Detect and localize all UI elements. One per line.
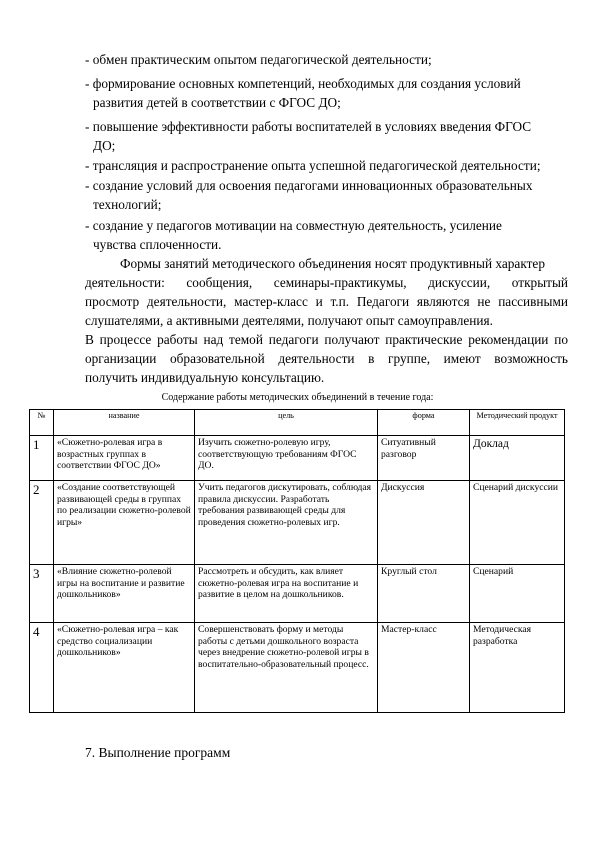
row-product: Сценарий дискуссии [470, 481, 565, 565]
row-name: «Сюжетно-ролевая игра – как средство социализации дошкольников» [54, 623, 195, 713]
paragraph-2-line-3: получить индивидуальную консультацию. [85, 370, 325, 385]
list-item-3-cont: ДО; [93, 138, 116, 153]
table-row [30, 565, 565, 623]
row-product: Методическая разработка [470, 623, 565, 713]
row-name: «Влияние сюжетно-ролевой игры на воспитание и развитие дошкольников» [54, 565, 195, 623]
row-form: Ситуативный разговор [378, 436, 470, 481]
list-item-5: - создание условий для освоения педагогами инновационных образовательных [85, 178, 533, 193]
methodology-table [29, 409, 565, 713]
list-item-2-cont: развития детей в соответствии с ФГОС ДО; [93, 95, 341, 110]
paragraph-2-line-2: организации образовательной деятельности в группе, имеют возможность [85, 351, 568, 366]
row-form: Дискуссия [378, 481, 470, 565]
list-item-1: - обмен практическим опытом педагогической деятельности; [85, 52, 432, 67]
list-item-4: - трансляция и распространение опыта успешной педагогической деятельности; [85, 158, 541, 173]
list-item-2: - формирование основных компетенций, необходимых для создания условий [85, 76, 521, 91]
paragraph-1-line-3: просмотр деятельности, мастер-класс и т.п. Педагоги являются не пассивными [85, 294, 568, 309]
header-product: Методический продукт [470, 410, 565, 436]
header-number: № [30, 410, 54, 436]
row-goal: Учить педагогов дискутировать, соблюдая правила дискуссии. Разработать требования развивающей среды для проведения сюжетно-ролевых игр. [195, 481, 378, 565]
list-item-6-cont: чувства сплоченности. [93, 237, 222, 252]
row-number: 4 [30, 623, 54, 713]
row-name: «Создание соответствующей развивающей среды в группах по реализации сюжетно-ролевой игры» [54, 481, 195, 565]
row-goal: Рассмотреть и обсудить, как влияет сюжетно-ролевая игра на воспитание и развитие в целом на дошкольников. [195, 565, 378, 623]
header-goal: цель [195, 410, 378, 436]
table-header-row [30, 410, 565, 436]
row-product: Сценарий [470, 565, 565, 623]
header-name: название [54, 410, 195, 436]
row-form: Круглый стол [378, 565, 470, 623]
row-number: 3 [30, 565, 54, 623]
row-number: 2 [30, 481, 54, 565]
row-goal: Изучить сюжетно-ролевую игру, соответствующую требованиям ФГОС ДО. [195, 436, 378, 481]
header-form: форма [378, 410, 470, 436]
paragraph-1-line-2: деятельности: сообщения, семинары-практикумы, дискуссии, открытый [85, 275, 568, 290]
row-goal: Совершенствовать форму и методы работы с детьми дошкольного возраста через внедрение сюжетно-ролевой игры в воспитательно-образовательный процесс. [195, 623, 378, 713]
table-row [30, 481, 565, 565]
list-item-5-cont: технологий; [93, 197, 162, 212]
list-item-3: - повышение эффективности работы воспитателей в условиях введения ФГОС [85, 119, 532, 134]
section-heading: 7. Выполнение программ [85, 745, 231, 760]
paragraph-2-line-1: В процессе работы над темой педагоги получают практические рекомендации по [85, 332, 568, 347]
row-number: 1 [30, 436, 54, 481]
table-caption: Содержание работы методических объединений в течение года: [161, 392, 434, 403]
row-form: Мастер-класс [378, 623, 470, 713]
table-row [30, 623, 565, 713]
list-item-6: - создание у педагогов мотивации на совместную деятельность, усиление [85, 218, 502, 233]
row-product: Доклад [470, 436, 565, 481]
paragraph-1-line-4: слушателями, а активными деятелями, получают опыт самоуправления. [85, 313, 493, 328]
row-name: «Сюжетно-ролевая игра в возрастных группах в соответствии ФГОС ДО» [54, 436, 195, 481]
paragraph-1-line-1: Формы занятий методического объединения носят продуктивный характер [120, 256, 545, 271]
table-row [30, 436, 565, 481]
